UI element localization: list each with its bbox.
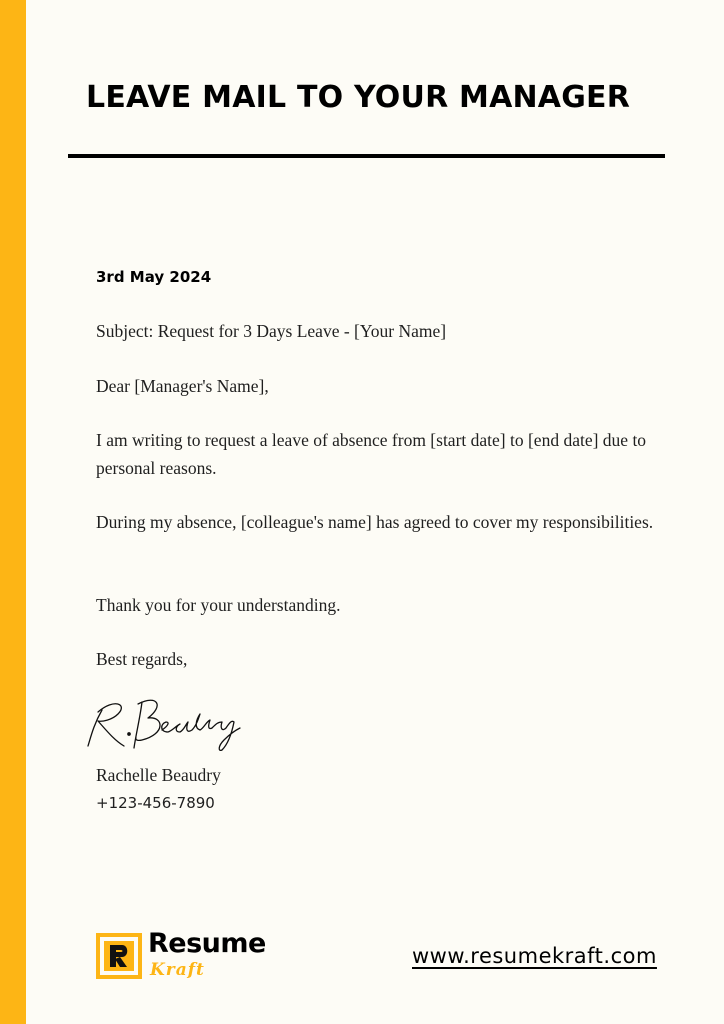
resume-kraft-r-icon: [96, 933, 142, 979]
letter-thanks: Thank you for your understanding.: [96, 595, 341, 615]
logo-word-resume: Resume: [148, 928, 266, 959]
signer-phone: +123-456-7890: [96, 794, 215, 812]
letter-date: 3rd May 2024: [96, 268, 212, 286]
handwritten-signature: [84, 690, 249, 754]
title-divider: [68, 154, 665, 158]
letter-subject: Subject: Request for 3 Days Leave - [Your Name]: [96, 321, 447, 341]
letter-closing: Best regards,: [96, 649, 188, 669]
signer-name: Rachelle Beaudry: [96, 765, 221, 785]
page-title: LEAVE MAIL TO YOUR MANAGER: [86, 80, 631, 115]
accent-side-bar: [0, 0, 26, 1024]
letter-greeting: Dear [Manager's Name],: [96, 376, 269, 396]
logo-word-kraft: Kraft: [150, 960, 205, 980]
website-link[interactable]: www.resumekraft.com: [412, 944, 657, 968]
resumekraft-logo: [96, 930, 286, 984]
letter-body-paragraph-1: I am writing to request a leave of absence from [start date] to [end date] due to personal reasons.: [96, 430, 647, 478]
letter-body-paragraph-2: During my absence, [colleague's name] has agreed to cover my responsibilities.: [96, 512, 654, 532]
